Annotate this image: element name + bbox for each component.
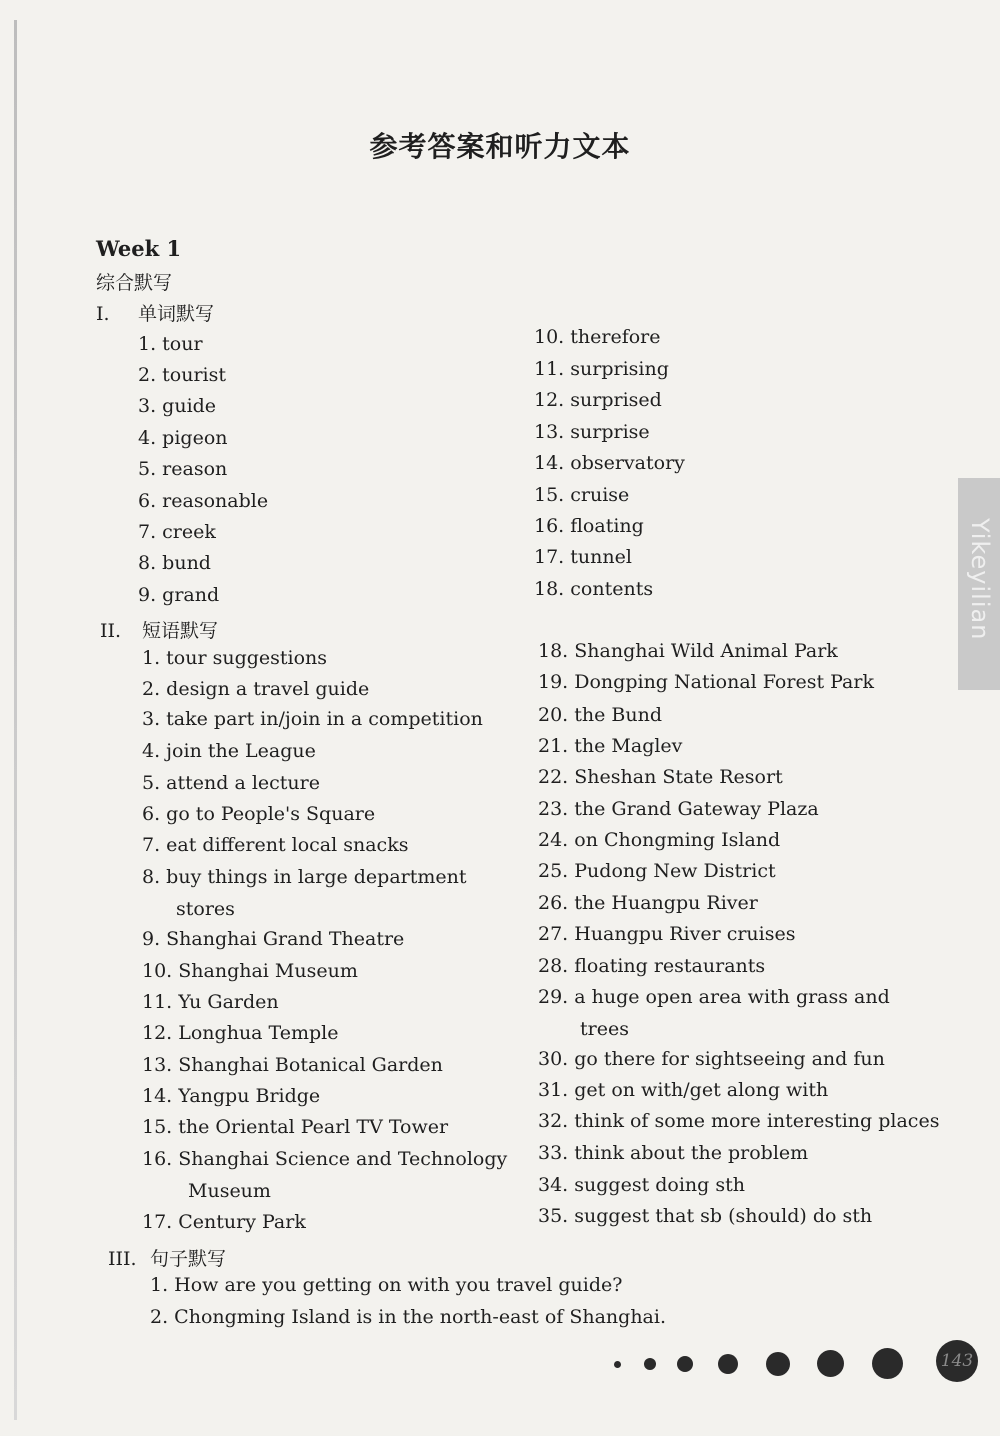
word-item: 9. grand [138,584,220,606]
dot [677,1356,693,1372]
word-item: 11. surprising [534,358,669,380]
side-tab [958,478,1000,690]
phrase-item: 16. Shanghai Science and Technology [142,1148,508,1170]
phrase-item: 25. Pudong New District [538,860,776,882]
phrase-item: 4. join the League [142,740,316,762]
phrase-item: 3. take part in/join in a competition [142,708,483,730]
phrase-item: 5. attend a lecture [142,772,320,794]
phrase-item: 32. think of some more interesting places [538,1110,940,1132]
phrase-item: 19. Dongping National Forest Park [538,671,874,693]
section-1-label: 单词默写 [138,303,215,325]
dot [614,1361,621,1368]
word-item: 3. guide [138,395,217,417]
section-3-title [108,1244,226,1271]
word-item: 1. tour [138,333,203,355]
phrase-item: 10. Shanghai Museum [142,960,358,982]
section-2-roman: II. [100,620,122,642]
side-tab-label: Yikeyilian [966,518,994,641]
phrase-item: 30. go there for sightseeing and fun [538,1048,885,1070]
word-item: 15. cruise [534,484,630,506]
word-item: 2. tourist [138,364,227,386]
phrase-item: 21. the Maglev [538,735,683,757]
phrase-item: 28. floating restaurants [538,955,766,977]
phrase-item: 33. think about the problem [538,1142,809,1164]
section-1-title [96,299,214,326]
word-item: 16. floating [534,515,644,537]
dot [766,1352,790,1376]
phrase-item: 15. the Oriental Pearl TV Tower [142,1116,449,1138]
phrase-item: 14. Yangpu Bridge [142,1085,321,1107]
dot [872,1348,903,1379]
phrase-item: 9. Shanghai Grand Theatre [142,928,405,950]
phrase-item: 27. Huangpu River cruises [538,923,796,945]
week-heading: Week 1 [96,236,182,261]
word-item: 4. pigeon [138,427,228,449]
section-heading: 综合默写 [96,272,173,294]
phrase-item: 11. Yu Garden [142,991,279,1013]
word-item: 6. reasonable [138,490,269,512]
page-title: 参考答案和听力文本 [369,130,631,163]
section-3-roman: III. [108,1248,137,1270]
section-2-label: 短语默写 [142,620,219,642]
phrase-item: 23. the Grand Gateway Plaza [538,798,819,820]
section-3-label: 句子默写 [150,1248,227,1270]
word-item: 12. surprised [534,389,662,411]
phrase-item: 17. Century Park [142,1211,306,1233]
word-item: 17. tunnel [534,546,632,568]
word-item: 14. observatory [534,452,685,474]
word-item: 7. creek [138,521,216,543]
binding-line [14,20,17,1420]
dot [817,1350,844,1377]
phrase-item: 35. suggest that sb (should) do sth [538,1205,873,1227]
phrase-item: 22. Sheshan State Resort [538,766,783,788]
phrase-item: 1. tour suggestions [142,647,328,669]
dot [718,1354,738,1374]
word-item: 5. reason [138,458,228,480]
phrase-item: 2. design a travel guide [142,678,370,700]
phrase-item: 20. the Bund [538,704,663,726]
word-item: 18. contents [534,578,654,600]
section-1-roman: I. [96,303,110,325]
page-number: 143 [936,1340,978,1382]
phrase-item: 26. the Huangpu River [538,892,758,914]
word-item: 10. therefore [534,326,661,348]
phrase-item: 6. go to People's Square [142,803,376,825]
phrase-item: 13. Shanghai Botanical Garden [142,1054,443,1076]
word-item: 8. bund [138,552,211,574]
phrase-continuation: stores [176,898,235,920]
phrase-item: 34. suggest doing sth [538,1174,745,1196]
phrase-item: 29. a huge open area with grass and [538,986,890,1008]
dot [644,1358,656,1370]
page-dots-decoration [612,1345,992,1385]
sentence-item: 2. Chongming Island is in the north-east of Shanghai. [150,1306,667,1328]
sentence-item: 1. How are you getting on with you travel guide? [150,1274,623,1296]
phrase-item: 7. eat different local snacks [142,834,409,856]
phrase-item: 31. get on with/get along with [538,1079,829,1101]
phrase-continuation: trees [580,1018,629,1040]
phrase-continuation: Museum [188,1180,271,1202]
word-item: 13. surprise [534,421,650,443]
phrase-item: 8. buy things in large department [142,866,467,888]
phrase-item: 18. Shanghai Wild Animal Park [538,640,838,662]
phrase-item: 12. Longhua Temple [142,1022,339,1044]
phrase-item: 24. on Chongming Island [538,829,781,851]
section-2-title [100,616,218,643]
